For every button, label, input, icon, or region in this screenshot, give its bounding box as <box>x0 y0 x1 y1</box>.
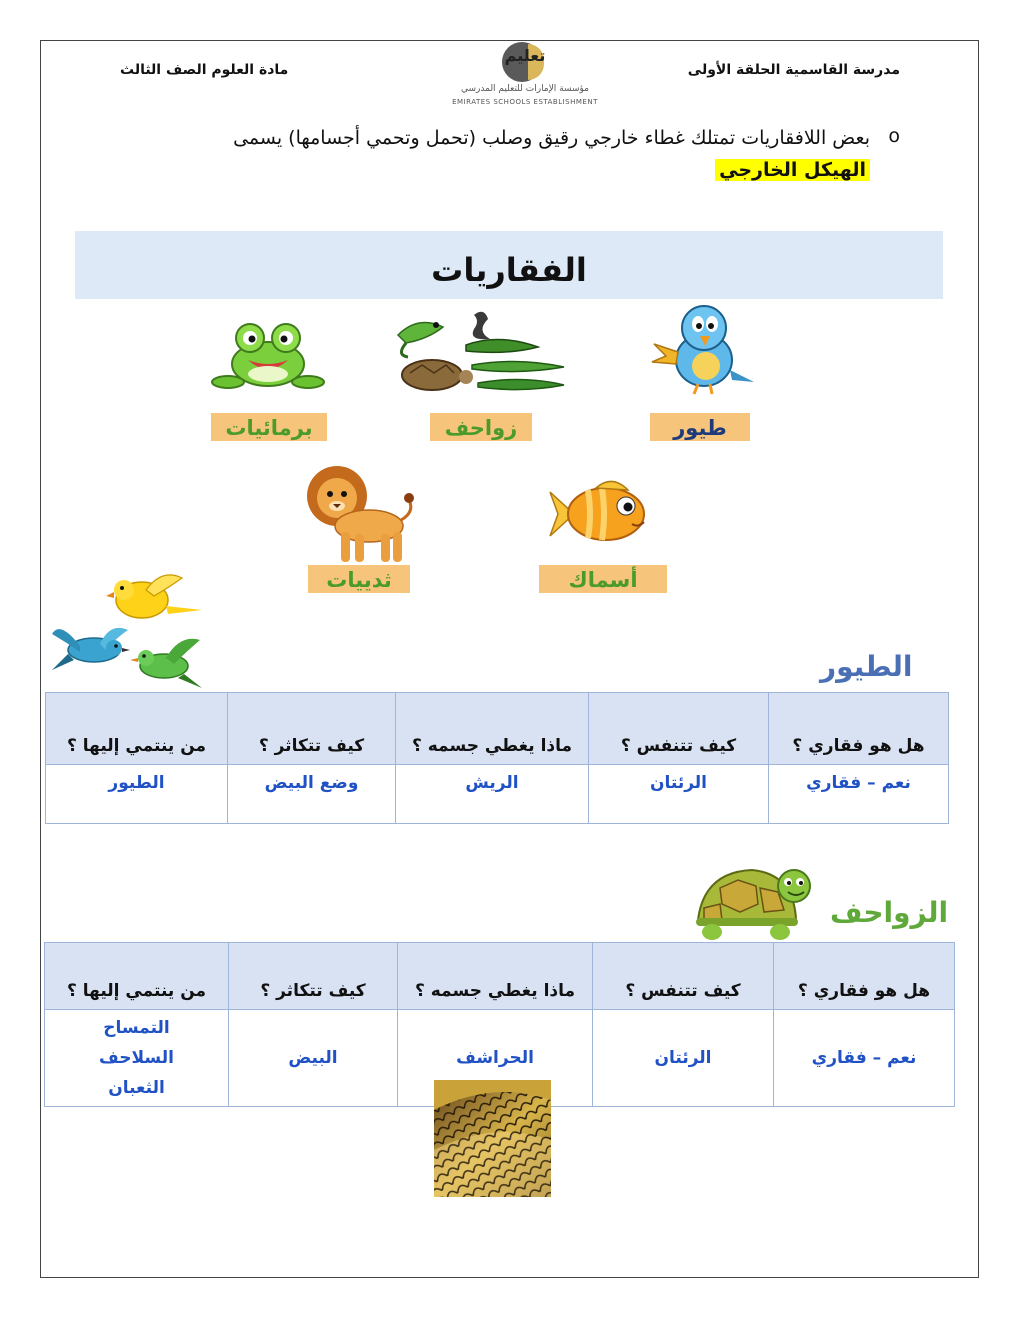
fish-icon <box>540 474 652 554</box>
logo-arabic-name: مؤسسة الإمارات للتعليم المدرسي <box>461 84 589 94</box>
header-cell: كيف تتكاثر ؟ <box>228 693 396 765</box>
answer-cell: الطيور <box>46 765 228 824</box>
header-cell: من ينتمي إليها ؟ <box>45 943 229 1010</box>
logo-english-name: EMIRATES SCHOOLS ESTABLISHMENT <box>452 98 598 106</box>
intro-paragraph <box>130 122 870 186</box>
answer-cell: نعم – فقاري <box>774 1010 955 1107</box>
member-snake: الثعبان <box>108 1077 165 1098</box>
intro-text: بعض اللافقاريات تمتلك غطاء خارجي رقيق وصلب (تحمل وتحمي أجسامها) يسمى <box>233 127 870 149</box>
table-row <box>45 943 955 1010</box>
answer-cell: الريش <box>396 765 589 824</box>
header-cell: هل هو فقاري ؟ <box>769 693 949 765</box>
answer-cell: الحراشف <box>398 1010 593 1107</box>
label-reptiles: زواحف <box>430 413 532 441</box>
birds-table <box>45 692 949 824</box>
exoskeleton-term: الهيكل الخارجي <box>715 159 870 181</box>
logo-icon <box>450 42 600 112</box>
vertebrates-banner <box>75 231 943 299</box>
member-turtles: السلاحف <box>99 1047 174 1068</box>
header-cell: ماذا يغطي جسمه ؟ <box>398 943 593 1010</box>
reptiles-section-title: الزواحف <box>830 896 949 929</box>
logo-word: تعليم <box>504 46 546 65</box>
answer-cell: الرئتان <box>589 765 769 824</box>
answer-cell: الرئتان <box>593 1010 774 1107</box>
label-mammals: ثدييات <box>308 565 410 593</box>
school-name: مدرسة القاسمية الحلقة الأولى <box>687 62 900 78</box>
label-fish: أسماك <box>539 565 667 593</box>
header-cell: كيف تتنفس ؟ <box>589 693 769 765</box>
flying-birds-icon <box>50 570 210 692</box>
birds-section-title: الطيور <box>820 650 913 683</box>
frog-icon <box>208 316 328 394</box>
subject-grade: مادة العلوم الصف الثالث <box>120 62 289 78</box>
table-row <box>46 765 949 824</box>
header-cell: هل هو فقاري ؟ <box>774 943 955 1010</box>
member-crocodile: التمساح <box>103 1017 170 1038</box>
bird-icon <box>642 300 760 398</box>
bullet-marker: o <box>888 125 900 147</box>
label-amphibians: برمائيات <box>211 413 327 441</box>
answer-cell: وضع البيض <box>228 765 396 824</box>
table-row <box>46 693 949 765</box>
header-cell: كيف تتنفس ؟ <box>593 943 774 1010</box>
answer-cell: البيض <box>229 1010 398 1107</box>
snake-scales-icon <box>434 1080 551 1197</box>
answer-cell: نعم – فقاري <box>769 765 949 824</box>
header-cell: من ينتمي إليها ؟ <box>46 693 228 765</box>
members-cell <box>45 1010 229 1107</box>
reptiles-group-icon <box>388 305 570 405</box>
turtle-icon <box>690 864 812 944</box>
banner-title: الفقاريات <box>431 251 587 289</box>
lion-icon <box>303 462 418 568</box>
header-cell: ماذا يغطي جسمه ؟ <box>396 693 589 765</box>
header-cell: كيف تتكاثر ؟ <box>229 943 398 1010</box>
label-birds: طيور <box>650 413 750 441</box>
